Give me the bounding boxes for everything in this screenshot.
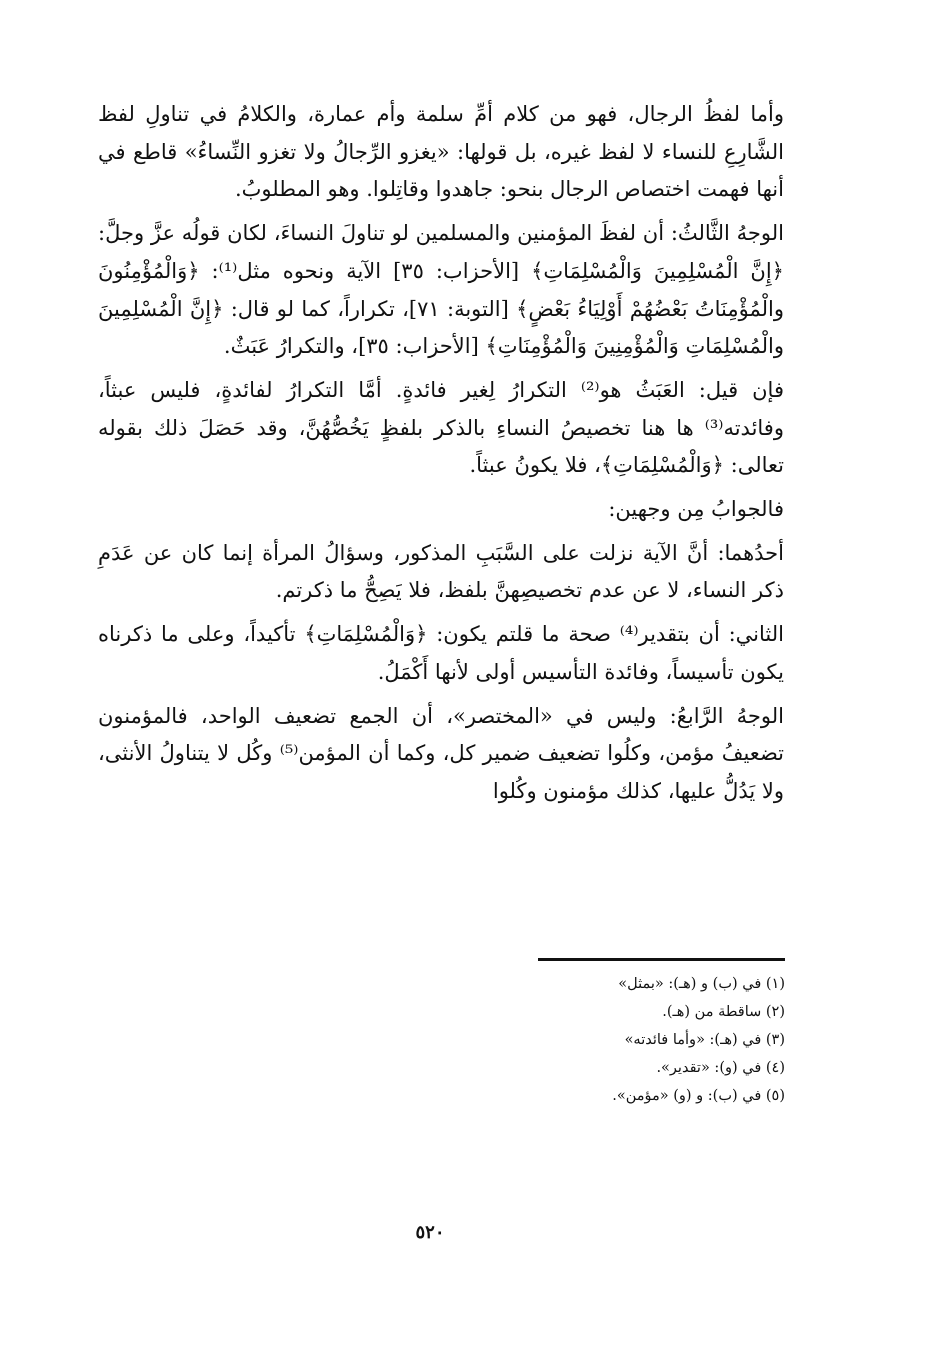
paragraph-4: فالجوابُ مِن وجهين:	[608, 497, 784, 522]
paragraph-7: الوجهُ الرَّابعُ: وليس في «المختصر»، أن الجمع تضعيف الواحد، فالمؤمنون تضعيفُ مؤمن، وكلُوا تضعيف ضمير كل، وكما أن المؤمن⁽⁵⁾ وكُل لا يتناولُ الأنثى، ولا يَدُلُّ عليها، كذلك مؤمنون وكُلوا	[98, 703, 784, 803]
paragraph-5: أحدُهما: أنَّ الآية نزلت على السَّبَبِ المذكور، وسؤالُ المرأة إنما كان عن عَدَمِ ذكر النساء، لا عن عدم تخصيصِهنَّ بلفظ، فلا يَصِحُّ ما ذكرتم.	[98, 540, 784, 603]
footnote-3: (٣) في (هـ): «وأما فائدته»	[624, 1032, 785, 1048]
paragraph-1: وأما لفظُ الرجال، فهو من كلام أمِّ سلمة وأم عمارة، والكلامُ في تناولِ لفظ الشَّارِعِ للنساء لا لفظ غيره، بل قولها: «يغزو الرِّجالُ ولا تغزو النِّساءُ» قاطع في أنها فهمت اختصاص الرجال بنحو: جاهدوا وقاتِلوا. وهو المطلوبُ.	[98, 102, 784, 202]
footnotes	[380, 970, 785, 1110]
paragraph-6: الثاني: أن بتقدير⁽⁴⁾ صحة ما قلتم يكون: ﴿وَالْمُسْلِمَاتِ﴾ تأكيداً، وعلى ما ذكرناه يكون تأسيساً، وفائدة التأسيس أولى لأنها أَكْمَلُ.	[98, 622, 784, 684]
paragraph-2: الوجهُ الثَّالثُ: أن لفظَ المؤمنين والمسلمين لو تناولَ النساءَ، لكان قولُه عزَّ وجلَّ: ﴿إِنَّ الْمُسْلِمِينَ وَالْمُسْلِمَاتِ﴾ [الأحزاب: ٣٥] الآية ونحوه مثل⁽¹⁾: ﴿وَالْمُؤْمِنُونَ والْمُؤْمِنَاتُ بَعْضُهُمْ أَوْلِيَاءُ بَعْضٍ﴾ [التوبة: ٧١]، تكراراً، كما لو قال: ﴿إِنَّ الْمُسْلِمِينَ والْمُسْلِمَاتِ وَالْمُؤْمِنِينَ وَالْمُؤْمِنَاتِ﴾ [الأحزاب: ٣٥]، والتكرارُ عَبَثٌ.	[98, 221, 785, 359]
main-text	[98, 96, 784, 817]
footnote-4: (٤) في (و): «تقدير».	[656, 1060, 785, 1076]
footnote-5: (٥) في (ب): و (و) «مؤمن».	[612, 1088, 785, 1104]
page-number: ٥٢٠	[415, 1222, 445, 1243]
paragraph-3: فإن قيل: العَبَثُ هو⁽²⁾ التكرارُ لِغير فائدةٍ. أمَّا التكرارُ لفائدةٍ، فليس عبثاً، وفائدته⁽³⁾ ها هنا تخصيصُ النساءِ بالذكر بلفظٍ يَخُصُّهُنَّ، وقد حَصَلَ ذلك بقوله تعالى: ﴿وَالْمُسْلِمَاتِ﴾، فلا يكونُ عبثاً.	[98, 377, 784, 478]
footnote-separator	[538, 958, 785, 961]
footnote-1: (١) في (ب) و (هـ): «بمثل»	[618, 976, 785, 992]
footnote-2: (٢) ساقطة من (هـ).	[662, 1004, 785, 1020]
